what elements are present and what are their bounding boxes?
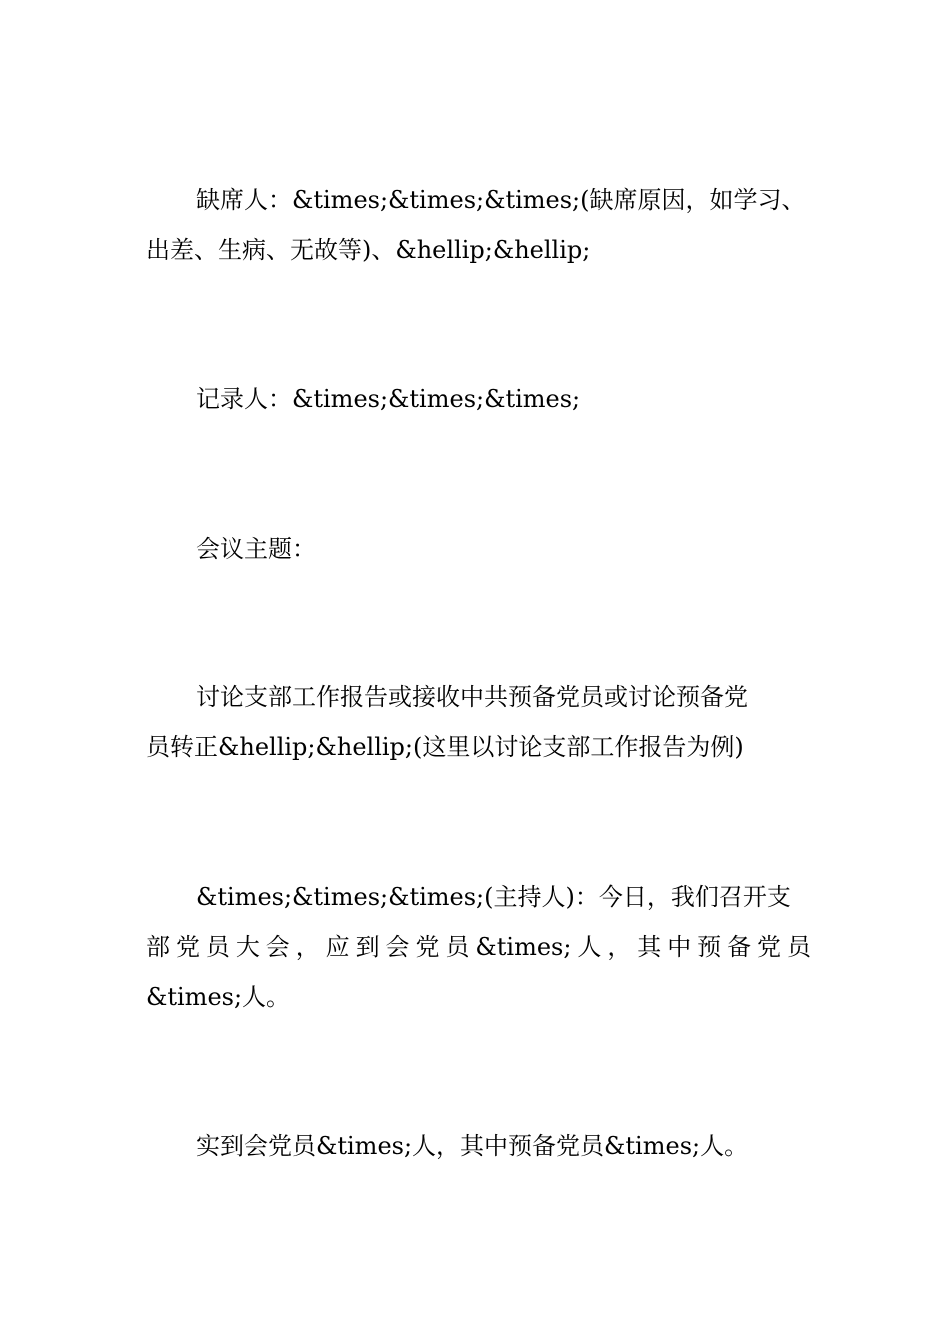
meeting-topic-heading xyxy=(146,524,811,574)
absentees-paragraph xyxy=(146,175,811,275)
host-opening-paragraph xyxy=(146,872,811,1022)
paragraph-line: 员转正&hellip;&hellip;(这里以讨论支部工作报告为例) xyxy=(146,733,744,761)
paragraph-line: &times;&times;&times;(主持人)：今日，我们召开支 xyxy=(196,883,791,911)
paragraph-line: 实到会党员&times;人，其中预备党员&times;人。 xyxy=(196,1132,749,1160)
topic-description-paragraph xyxy=(146,672,811,772)
paragraph-line: 部党员大会，应到会党员&times;人，其中预备党员 xyxy=(146,933,811,961)
attendance-paragraph xyxy=(146,1121,811,1171)
recorder-paragraph xyxy=(146,374,811,424)
paragraph-line: 出差、生病、无故等)、&hellip;&hellip; xyxy=(146,236,591,264)
paragraph-line: &times;人。 xyxy=(146,983,291,1011)
paragraph-line: 缺席人：&times;&times;&times;(缺席原因，如学习、 xyxy=(196,186,806,214)
paragraph-line: 讨论支部工作报告或接收中共预备党员或讨论预备党 xyxy=(196,683,748,711)
paragraph-line: 会议主题： xyxy=(196,535,316,563)
paragraph-line: 记录人：&times;&times;&times; xyxy=(196,385,581,413)
